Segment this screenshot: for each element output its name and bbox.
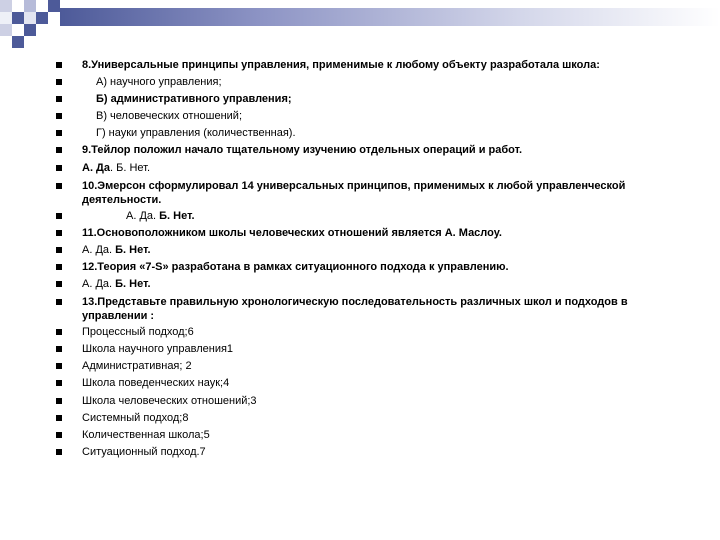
list-item-text: 8.Универсальные принципы управления, применимые к любому объекту разработала школа:	[82, 59, 600, 71]
list-item-text: Ситуационный подход.7	[82, 445, 206, 458]
text-fragment: . Б. Нет.	[110, 161, 151, 174]
square-bullet-icon	[56, 432, 62, 438]
square-bullet-icon	[56, 299, 62, 305]
list-item	[0, 242, 720, 259]
list-item	[0, 444, 720, 461]
deco-square	[0, 24, 12, 36]
list-item	[0, 358, 720, 375]
square-bullet-icon	[56, 130, 62, 136]
square-bullet-icon	[56, 79, 62, 85]
square-bullet-icon	[56, 281, 62, 287]
deco-square	[0, 0, 12, 12]
slide-content	[0, 57, 720, 461]
list-item	[0, 427, 720, 444]
list-item-text: Школа научного управления1	[82, 343, 234, 356]
text-fragment: А. Да.	[82, 243, 116, 256]
list-item	[0, 341, 720, 358]
square-bullet-icon	[56, 415, 62, 421]
list-item	[0, 393, 720, 410]
deco-square	[24, 24, 36, 36]
deco-square	[0, 12, 12, 24]
square-bullet-icon	[56, 363, 62, 369]
square-bullet-icon	[56, 62, 62, 68]
list-item	[0, 293, 720, 324]
list-item-text: Школа поведенческих наук;4	[82, 377, 230, 390]
deco-square	[24, 0, 36, 12]
list-item-text: 10.Эмерсон сформулировал 14 универсальных принципов, применимых к любой управленческой деятельности.	[82, 179, 626, 206]
square-bullet-icon	[56, 165, 62, 171]
deco-square	[12, 12, 24, 24]
deco-square	[24, 12, 36, 24]
list-item-text: Школа человеческих отношений;3	[82, 394, 257, 407]
square-bullet-icon	[56, 183, 62, 189]
list-item	[0, 259, 720, 276]
list-item-text: Системный подход;8	[82, 411, 189, 424]
decorative-squares	[0, 0, 60, 48]
list-item	[0, 108, 720, 125]
square-bullet-icon	[56, 346, 62, 352]
square-bullet-icon	[56, 398, 62, 404]
square-bullet-icon	[56, 96, 62, 102]
list-item-text	[82, 160, 642, 177]
text-fragment: Б. Нет.	[159, 209, 195, 222]
header-gradient-bar	[60, 8, 720, 26]
list-item	[0, 225, 720, 242]
square-bullet-icon	[56, 113, 62, 119]
square-bullet-icon	[56, 247, 62, 253]
list-item	[0, 57, 720, 74]
list-item-text: Административная; 2	[82, 360, 192, 373]
list-item	[0, 74, 720, 91]
square-bullet-icon	[56, 213, 62, 219]
deco-square	[12, 0, 24, 12]
list-item	[0, 208, 720, 225]
list-item	[0, 125, 720, 142]
list-item	[0, 375, 720, 392]
list-item-text	[82, 242, 642, 259]
list-item-text: В) человеческих отношений;	[96, 110, 243, 123]
square-bullet-icon	[56, 264, 62, 270]
list-item-text: Г) науки управления (количественная).	[96, 127, 296, 140]
square-bullet-icon	[56, 329, 62, 335]
list-item-text: Процессный подход;6	[82, 326, 194, 339]
list-item-text: 13.Представьте правильную хронологическую последовательность различных школ и подходов в управлении :	[82, 296, 628, 323]
list-item	[0, 410, 720, 427]
list-item-text: 9.Тейлор положил начало тщательному изучению отдельных операций и работ.	[82, 144, 523, 157]
list-item	[0, 91, 720, 108]
list-item	[0, 276, 720, 293]
list-item	[0, 324, 720, 341]
deco-square	[12, 24, 24, 36]
list-item-text: Б) административного управления;	[96, 93, 292, 106]
text-fragment: Б. Нет.	[115, 278, 151, 291]
square-bullet-icon	[56, 230, 62, 236]
square-bullet-icon	[56, 147, 62, 153]
list-item	[0, 177, 720, 208]
deco-square	[36, 12, 48, 24]
deco-square	[12, 36, 24, 48]
text-fragment: А. Да	[82, 161, 111, 174]
deco-square	[36, 0, 48, 12]
list-item-text	[82, 276, 642, 293]
square-bullet-icon	[56, 380, 62, 386]
text-fragment: Б. Нет.	[115, 243, 151, 256]
text-fragment: А. Да.	[126, 209, 160, 222]
square-bullet-icon	[56, 449, 62, 455]
list-item-text: Количественная школа;5	[82, 428, 210, 441]
list-item-text: 11.Основоположником школы человеческих отношений является А. Маслоу.	[82, 226, 502, 239]
list-item-text: А) научного управления;	[96, 76, 222, 89]
list-item	[0, 142, 720, 159]
deco-square	[48, 0, 60, 12]
text-fragment: А. Да.	[82, 278, 116, 291]
list-item	[0, 160, 720, 177]
list-item-text: 12.Теория «7-S» разработана в рамках ситуационного подхода к управлению.	[82, 260, 509, 273]
list-item-text	[82, 208, 686, 225]
